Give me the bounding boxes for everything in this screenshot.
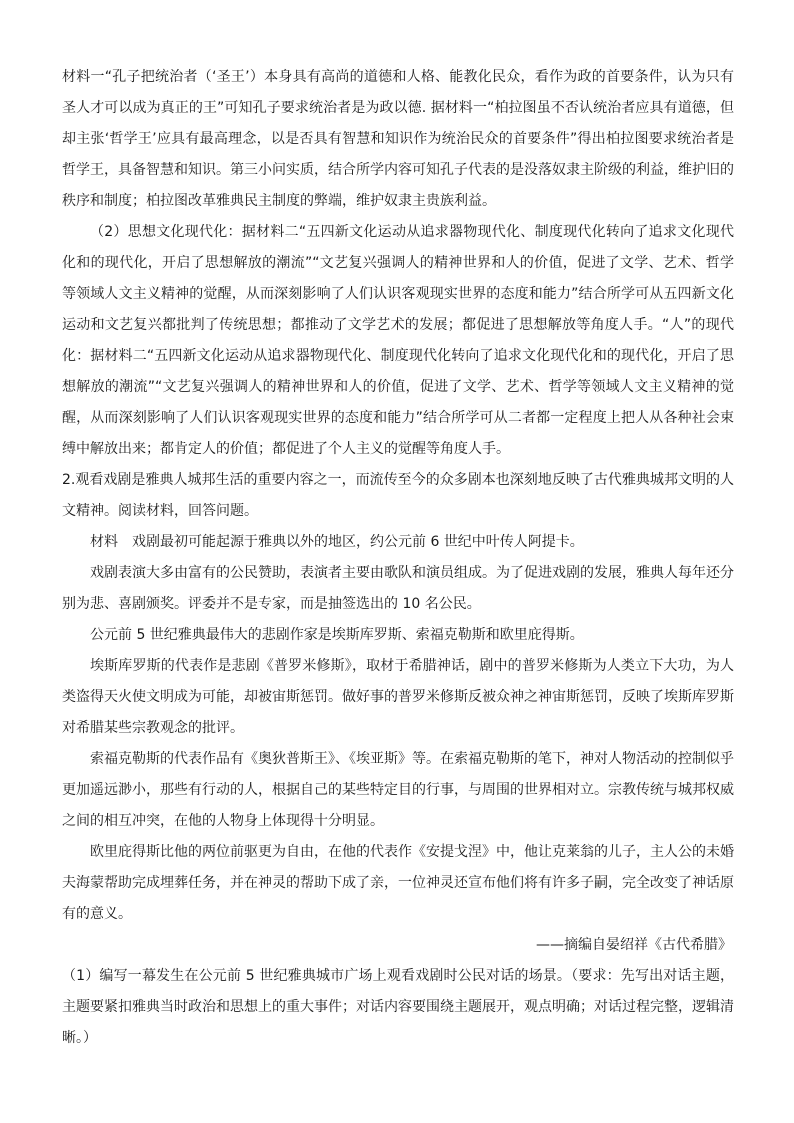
document-page	[62, 62, 734, 1054]
question-2-part-1: （1）编写一幕发生在公元前 5 世纪雅典城市广场上观看戏剧时公民对话的场景。（要求：先写出对话主题，主题要紧扣雅典当时政治和思想上的重大事件；对话内容要围绕主题展开，观点明确；对话过程完整，逻辑清晰。）	[62, 968, 734, 1046]
material-paragraph-5: 索福克勒斯的代表作品有《奥狄普斯王》、《埃亚斯》等。在索福克勒斯的笔下，神对人物活动的控制似乎更加遥远渺小，那些有行动的人，根据自己的某些特定目的行事，与周围的世界相对立。宗教传统与城邦权威之间的相互冲突，在他的人物身上体现得十分明显。	[62, 751, 734, 829]
material-paragraph-3: 公元前 5 世纪雅典最伟大的悲剧作家是埃斯库罗斯、索福克勒斯和欧里庇得斯。	[90, 627, 584, 643]
answer-paragraph-2: （2）思想文化现代化：据材料二“五四新文化运动从追求器物现代化、制度现代化转向了追求文化现代化和的现代化，开启了思想解放的潮流”“文艺复兴强调人的精神世界和人的价值，促进了文学、艺术、哲学等领域人文主义精神的觉醒，从而深刻影响了人们认识客观现实世界的态度和能力”结合所学可从五四新文化运动和文艺复兴都批判了传统思想；都推动了文学艺术的发展；都促进了思想解放等角度人手。“人”的现代化：据材料二“五四新文化运动从追求器物现代化、制度现代化转向了追求文化现代化和的现代化，开启了思想解放的潮流”“文艺复兴强调人的精神世界和人的价值，促进了文学、艺术、哲学等领域人文主义精神的觉醒，从而深刻影响了人们认识客观现实世界的态度和能力”结合所学可从二者都一定程度上把人从各种社会束缚中解放出来；都肯定人的价值；都促进了个人主义的觉醒等角度人手。	[62, 224, 734, 457]
answer-paragraph-1: 材料一“孔子把统治者（‘圣王’）本身具有高尚的道德和人格、能教化民众，看作为政的首要条件，认为只有圣人才可以成为真正的王”可知孔子要求统治者是为政以德. 据材料一“柏拉图虽不否认统治者应具有道德，但却主张‘哲学王’应具有最高理念，以是否具有智慧和知识作为统治民众的首要条件”得出柏拉图要求统治者是哲学王，具备智慧和知识。第三小问实质，结合所学内容可知孔子代表的是没落奴隶主阶级的利益，维护旧的秩序和制度；柏拉图改革雅典民主制度的弊端，维护奴隶主贵族利益。	[62, 69, 734, 209]
material-paragraph-4: 埃斯库罗斯的代表作是悲剧《普罗米修斯》，取材于希腊神话，剧中的普罗米修斯为人类立下大功，为人类盗得天火使文明成为可能，却被宙斯惩罚。做好事的普罗米修斯反被众神之神宙斯惩罚，反映了埃斯库罗斯对希腊某些宗教观念的批评。	[62, 658, 734, 736]
material-paragraph-2: 戏剧表演大多由富有的公民赞助，表演者主要由歌队和演员组成。为了促进戏剧的发展，雅典人每年还分别为悲、喜剧颁奖。评委并不是专家，而是抽签选出的 10 名公民。	[62, 565, 734, 612]
question-2-stem: 2.观看戏剧是雅典人城邦生活的重要内容之一，而流传至今的众多剧本也深刻地反映了古代雅典城邦文明的人文精神。阅读材料，回答问题。	[62, 472, 734, 519]
material-paragraph-6: 欧里庇得斯比他的两位前驱更为自由，在他的代表作《安提戈涅》中，他让克莱翁的儿子，主人公的未婚夫海蒙帮助完成埋葬任务，并在神灵的帮助下成了亲，一位神灵还宣布他们将有许多子嗣，完全改变了神话原有的意义。	[62, 844, 734, 922]
material-paragraph-1: 材料 戏剧最初可能起源于雅典以外的地区，约公元前 6 世纪中叶传人阿提卡。	[90, 534, 584, 550]
material-source: ——摘编自晏绍祥《古代希腊》	[536, 937, 732, 953]
